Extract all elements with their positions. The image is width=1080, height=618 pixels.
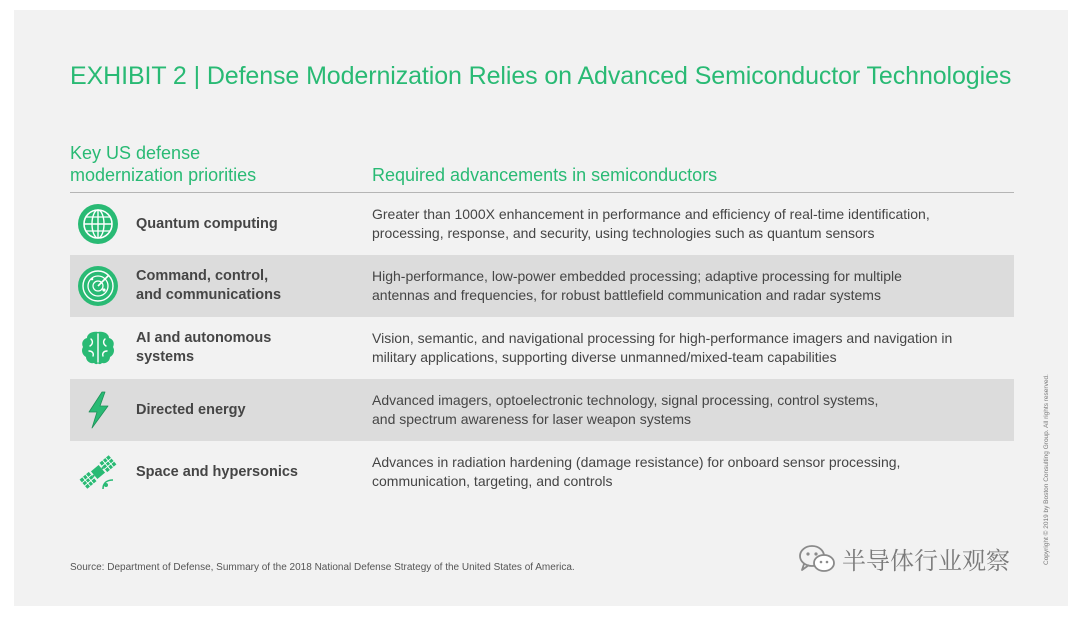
table-row — [70, 193, 1014, 255]
satellite-icon — [76, 450, 120, 494]
advancement-text: High-performance, low-power embedded processing; adaptive processing for multiple antennas and frequencies, for robust battlefield communication and radar systems — [372, 268, 902, 303]
watermark — [798, 541, 1010, 576]
priority-label: Quantum computing — [136, 215, 278, 232]
priorities-table — [70, 193, 1014, 503]
globe-icon — [76, 202, 120, 246]
priority-label: Space and hypersonics — [136, 463, 298, 480]
table-row — [70, 317, 1014, 379]
column-header-priorities: Key US defense modernization priorities — [70, 143, 257, 185]
priority-label: Command, control, and communications — [136, 268, 282, 303]
wechat-icon — [798, 543, 836, 575]
exhibit-title: EXHIBIT 2 | Defense Modernization Relies on Advanced Semiconductor Technologies — [70, 62, 1012, 90]
priority-label: Directed energy — [136, 401, 246, 418]
advancement-text: Vision, semantic, and navigational processing for high-performance imagers and navigation in military applications, supporting diverse unmanned/mixed-team capabilities — [372, 330, 953, 365]
copyright-note: Copyright © 2019 by Boston Consulting Group. All rights reserved. — [1043, 374, 1050, 565]
advancement-text: Greater than 1000X enhancement in performance and efficiency of real-time identification, processing, response, and security, using technologies such as quantum sensors — [372, 206, 930, 241]
priority-label: AI and autonomous systems — [136, 330, 272, 365]
lightning-icon — [76, 388, 120, 432]
advancement-text: Advanced imagers, optoelectronic technology, signal processing, control systems, and spectrum awareness for laser weapon systems — [372, 392, 879, 427]
radar-icon — [76, 264, 120, 308]
watermark-text: 半导体行业观察 — [842, 547, 1010, 575]
brain-icon — [76, 326, 120, 370]
advancement-text: Advances in radiation hardening (damage resistance) for onboard sensor processing, communication, targeting, and controls — [372, 454, 901, 489]
table-row — [70, 441, 1014, 503]
table-row — [70, 379, 1014, 441]
table-row — [70, 255, 1014, 317]
exhibit-page — [14, 10, 1068, 606]
source-note: Source: Department of Defense, Summary of the 2018 National Defense Strategy of the United States of America. — [70, 562, 575, 573]
column-header-advancements: Required advancements in semiconductors — [372, 165, 718, 185]
